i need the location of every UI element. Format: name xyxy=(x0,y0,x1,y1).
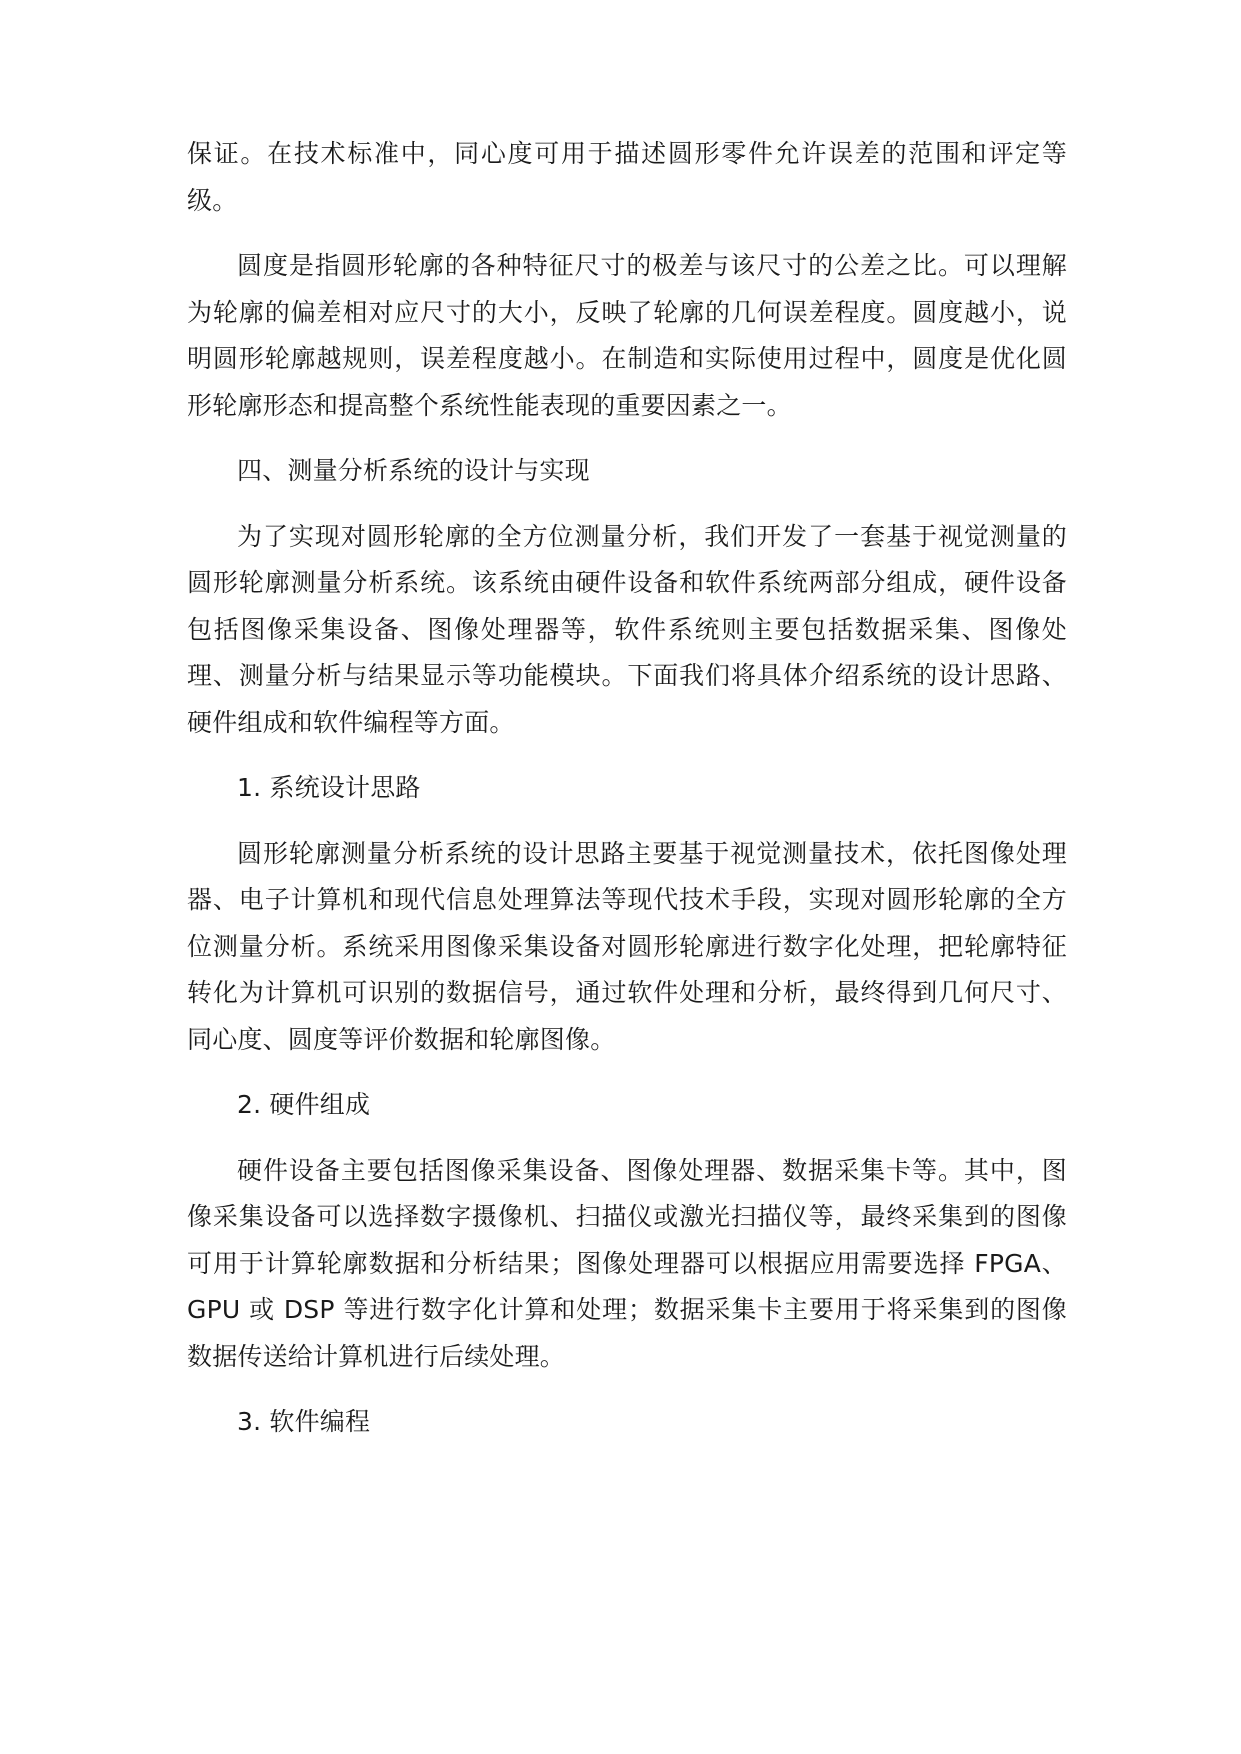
paragraph-system-overview: 为了实现对圆形轮廓的全方位测量分析，我们开发了一套基于视觉测量的圆形轮廓测量分析系统。该系统由硬件设备和软件系统两部分组成，硬件设备包括图像采集设备、图像处理器等，软件系统则主要包括数据采集、图像处理、测量分析与结果显示等功能模块。下面我们将具体介绍系统的设计思路、硬件组成和软件编程等方面。 xyxy=(187,521,1067,737)
paragraph-continuation: 保证。在技术标准中，同心度可用于描述圆形零件允许误差的范围和评定等级。 xyxy=(187,139,1067,215)
paragraph-design-idea: 圆形轮廓测量分析系统的设计思路主要基于视觉测量技术，依托图像处理器、电子计算机和现代信息处理算法等现代技术手段，实现对圆形轮廓的全方位测量分析。系统采用图像采集设备对圆形轮廓进行数字化处理，把轮廓特征转化为计算机可识别的数据信号，通过软件处理和分析，最终得到几何尺寸、同心度、圆度等评价数据和轮廓图像。 xyxy=(187,838,1067,1054)
section-heading-4: 四、测量分析系统的设计与实现 xyxy=(237,456,590,485)
subheading-software: 3. 软件编程 xyxy=(237,1407,371,1436)
document-page xyxy=(187,131,1067,1465)
subheading-design-idea: 1. 系统设计思路 xyxy=(237,773,421,802)
paragraph-hardware: 硬件设备主要包括图像采集设备、图像处理器、数据采集卡等。其中，图像采集设备可以选择数字摄像机、扫描仪或激光扫描仪等，最终采集到的图像可用于计算轮廓数据和分析结果；图像处理器可以根据应用需要选择 FPGA、GPU 或 DSP 等进行数字化计算和处理；数据采集卡主要用于将采集到的图像数据传送给计算机进行后续处理。 xyxy=(187,1155,1067,1371)
subheading-hardware: 2. 硬件组成 xyxy=(237,1090,371,1119)
paragraph-roundness: 圆度是指圆形轮廓的各种特征尺寸的极差与该尺寸的公差之比。可以理解为轮廓的偏差相对应尺寸的大小，反映了轮廓的几何误差程度。圆度越小，说明圆形轮廓越规则，误差程度越小。在制造和实际使用过程中，圆度是优化圆形轮廓形态和提高整个系统性能表现的重要因素之一。 xyxy=(187,251,1067,420)
